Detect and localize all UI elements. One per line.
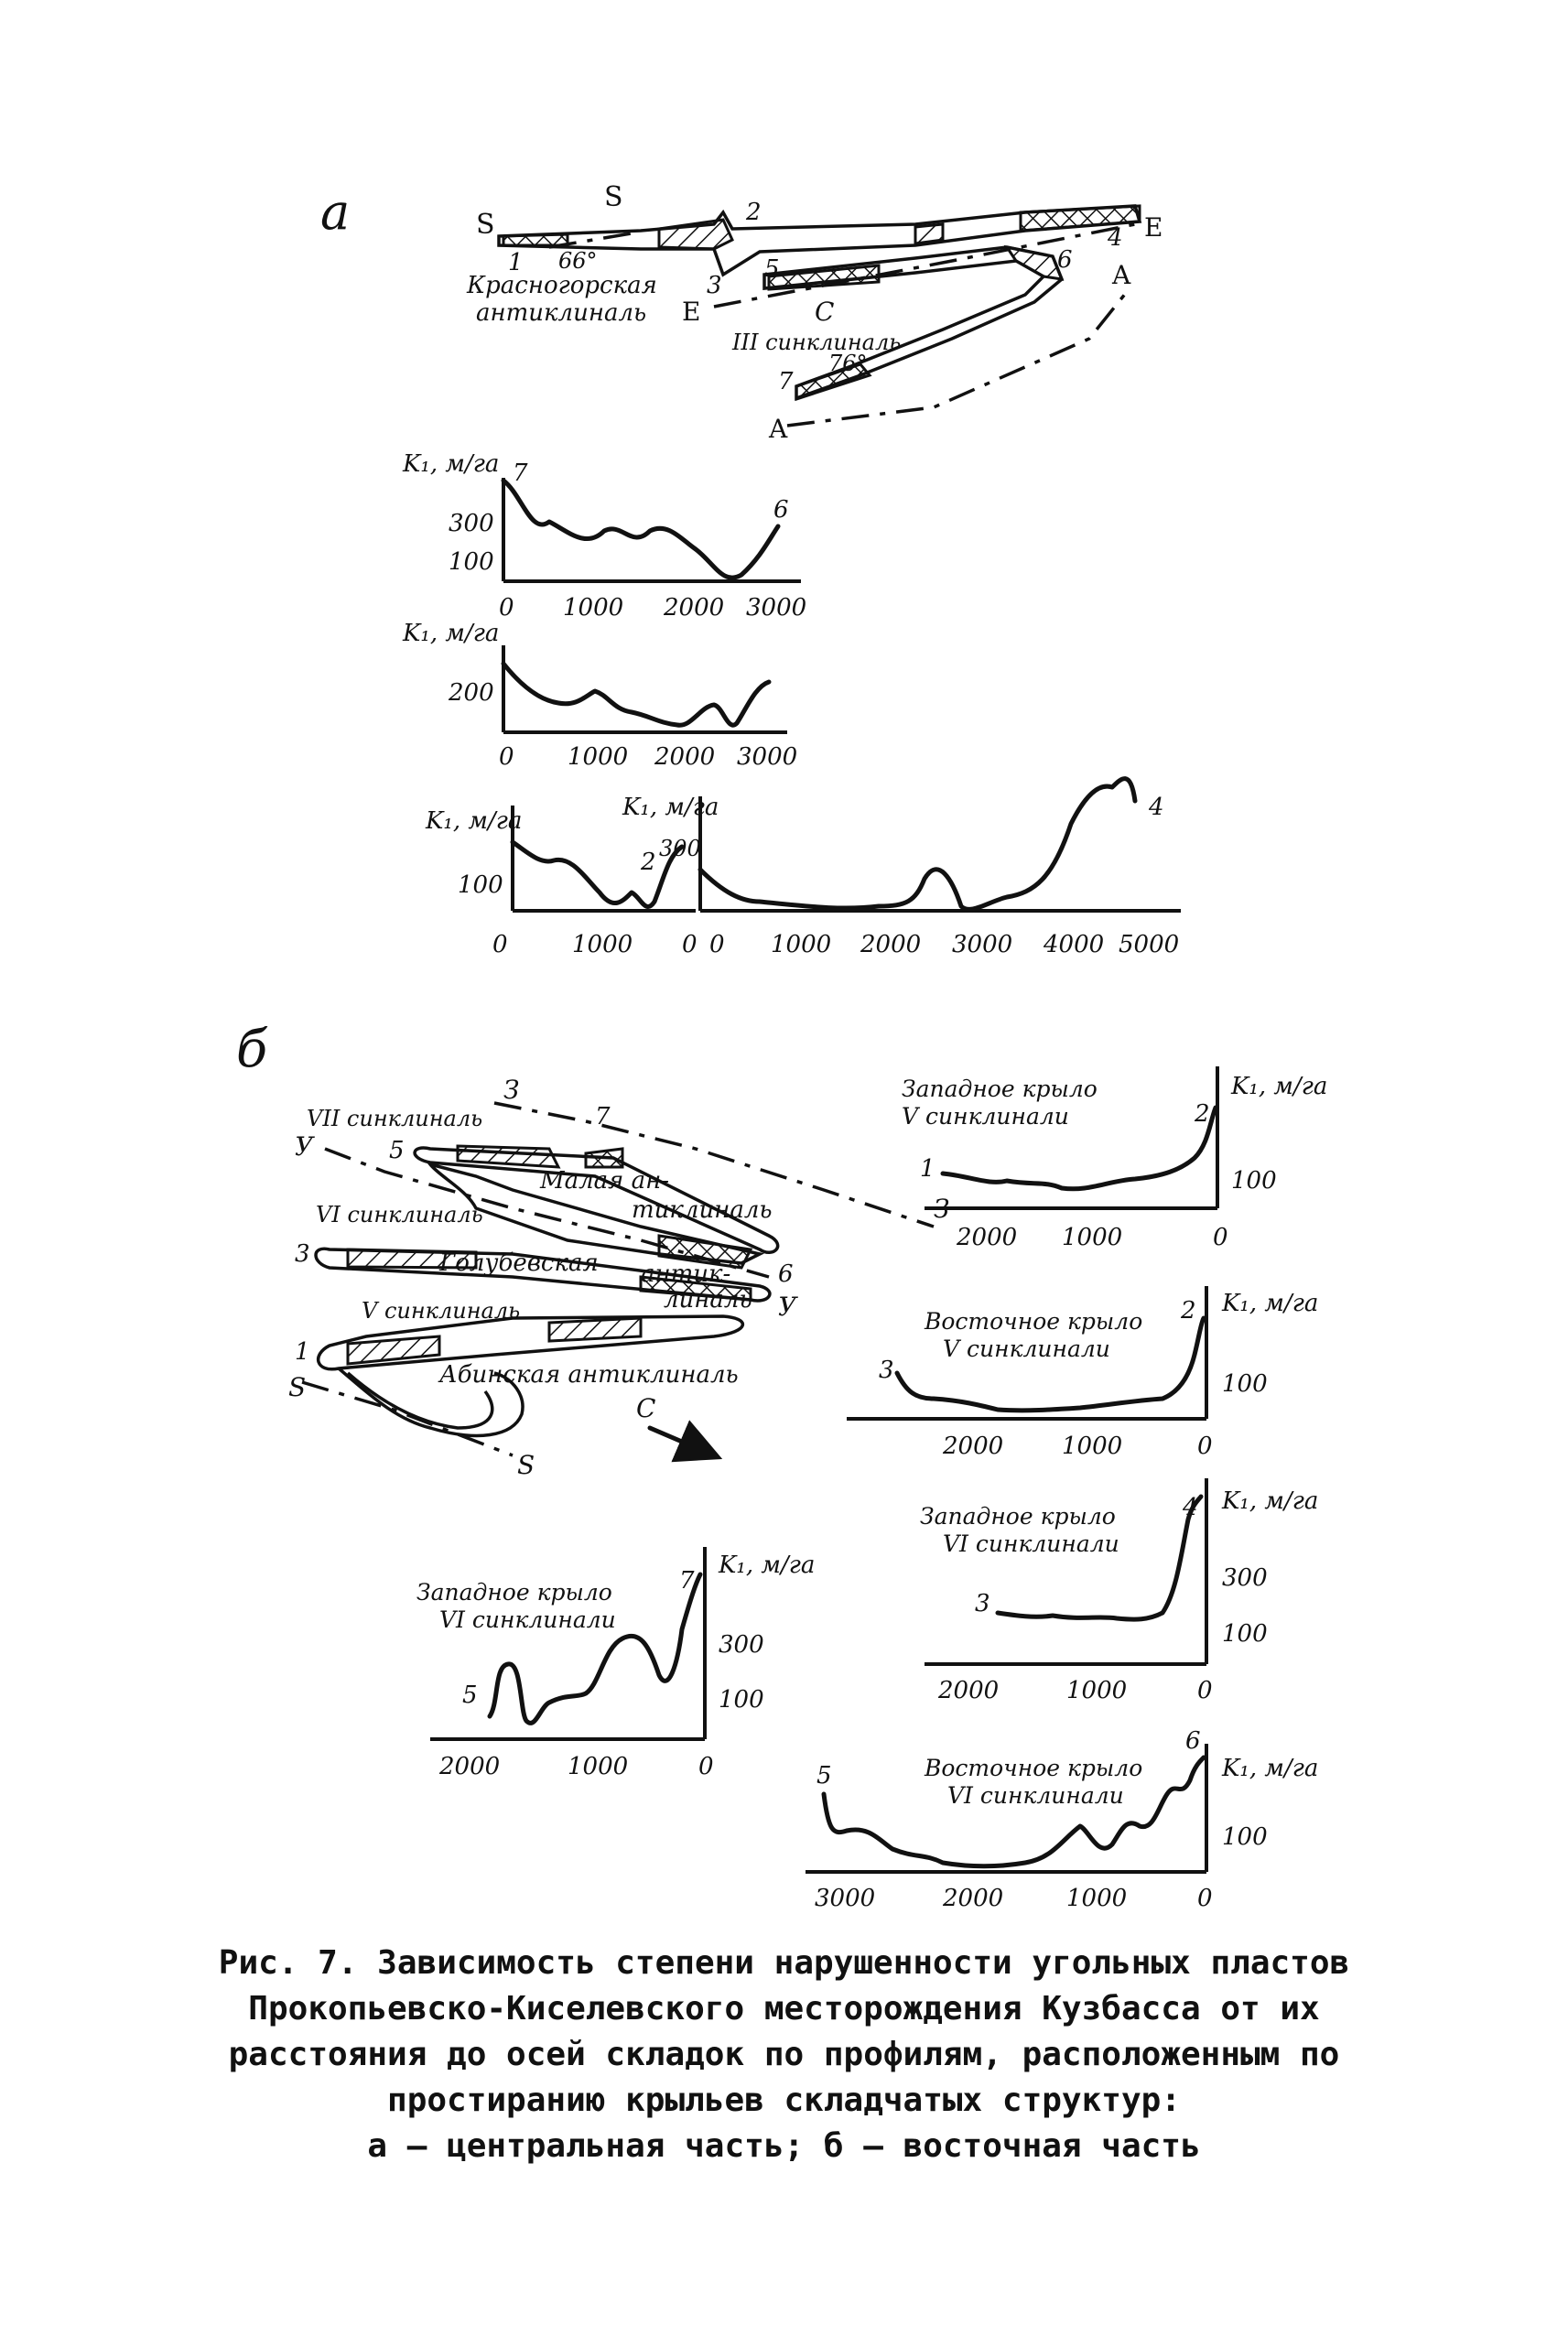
- map-a-angle2: 76°: [828, 351, 868, 376]
- map-b-U-right: У: [778, 1292, 797, 1322]
- chart-b1-end: 2: [1195, 1100, 1210, 1128]
- map-b-C: C: [636, 1393, 656, 1423]
- chart-b3: [920, 1478, 1318, 1704]
- chart-a2-xtick-1: 1000: [568, 743, 629, 771]
- chart-b1-xtick-1: 1000: [1062, 1224, 1123, 1251]
- chart-a2-curve: [503, 664, 769, 725]
- chart-a3-xtick-l2: 0: [682, 931, 697, 958]
- chart-b5-title1: Восточное крыло: [925, 1755, 1143, 1781]
- map-b-Z-top: З: [503, 1075, 520, 1105]
- map-a-hatch-6: [1007, 247, 1062, 279]
- chart-b5: [806, 1727, 1318, 1912]
- chart-b4-ylabel: K₁, м/га: [719, 1552, 816, 1579]
- map-b-malaya-1: Малая ан-: [540, 1167, 670, 1195]
- map-a-A-top: A: [1112, 260, 1131, 290]
- chart-a1-ytick-1: 100: [449, 548, 494, 576]
- chart-a2-xtick-2: 2000: [654, 743, 716, 771]
- map-a-n2: 2: [746, 199, 762, 226]
- chart-a1-start: 7: [513, 460, 528, 487]
- chart-b4-start: 5: [462, 1682, 478, 1709]
- chart-b4-xtick-0: 2000: [439, 1753, 501, 1780]
- map-b-malaya-2: тиклиналь: [632, 1196, 773, 1224]
- chart-a3-xtick-r5: 5000: [1119, 931, 1180, 958]
- chart-a2-xtick-0: 0: [499, 743, 514, 771]
- chart-b5-ylabel: K₁, м/га: [1222, 1755, 1319, 1782]
- map-a-n5: 5: [764, 255, 780, 283]
- map-b-syn5: V синклиналь: [362, 1298, 521, 1324]
- chart-a1-ylabel: K₁, м/га: [403, 450, 500, 478]
- chart-a1-xtick-3: 3000: [746, 594, 807, 622]
- chart-a1-xtick-1: 1000: [563, 594, 624, 622]
- map-a-E-left: E: [682, 297, 701, 327]
- chart-b2-title1: Восточное крыло: [925, 1308, 1143, 1335]
- chart-b2-xtick-2: 0: [1197, 1433, 1213, 1460]
- chart-a3-xtick-r4: 4000: [1044, 931, 1105, 958]
- chart-b2-xtick-1: 1000: [1062, 1433, 1123, 1460]
- chart-b3-ytick-0: 300: [1222, 1564, 1268, 1592]
- chart-b3-start: 3: [975, 1590, 990, 1617]
- map-b-fold-5-hatch-b: [549, 1318, 641, 1341]
- map-a-n4: 4: [1108, 224, 1123, 252]
- chart-b2-end: 2: [1181, 1297, 1196, 1325]
- chart-a1-xtick-2: 2000: [664, 594, 725, 622]
- chart-b5-ytick-0: 100: [1222, 1823, 1268, 1851]
- chart-a2-ylabel: K₁, м/га: [403, 620, 500, 647]
- chart-b3-ylabel: K₁, м/га: [1222, 1487, 1319, 1515]
- map-b-n5: 5: [389, 1137, 405, 1164]
- map-b-S-left: S: [288, 1372, 307, 1402]
- chart-b4-end: 7: [679, 1567, 695, 1595]
- chart-a3-xtick-r3: 3000: [952, 931, 1013, 958]
- map-a-band-lower: [764, 247, 1062, 398]
- map-a-hatch-4: [915, 224, 943, 243]
- caption-line-2: Прокопьевско-Киселевского месторождения Кузбасса от их: [248, 1990, 1320, 2028]
- map-a: [466, 181, 1162, 444]
- panel-a: [320, 181, 1181, 958]
- chart-b2-ylabel: K₁, м/га: [1222, 1290, 1319, 1317]
- panel-b-label: б: [236, 1020, 268, 1079]
- chart-a3-ylabel2: K₁, м/га: [622, 794, 719, 821]
- map-b-U-left: У: [295, 1131, 314, 1162]
- chart-a1-ytick-0: 300: [449, 510, 494, 537]
- map-a-C: C: [815, 297, 835, 327]
- chart-a2: [402, 620, 797, 771]
- chart-b2-start: 3: [879, 1357, 894, 1384]
- chart-b4-title1: Западное крыло: [416, 1579, 612, 1606]
- map-a-hatch-1: [503, 234, 568, 245]
- map-a-angle1: 66°: [558, 248, 598, 274]
- map-b-syn6: VI синклиналь: [316, 1202, 483, 1227]
- chart-a2-ytick-0: 200: [449, 679, 494, 707]
- map-b-arrow-c: [650, 1428, 714, 1455]
- map-b-n1: 1: [295, 1338, 310, 1366]
- chart-a3-ylabel: K₁, м/га: [426, 807, 523, 835]
- map-b-golub-2: антик-: [641, 1260, 731, 1288]
- map-a-S-left: S: [476, 209, 495, 241]
- chart-b3-title2: VI синклинали: [943, 1530, 1119, 1557]
- chart-a3-ytick2: 300: [659, 836, 701, 861]
- chart-b3-title1: Западное крыло: [920, 1503, 1116, 1530]
- map-b-Z-right: З: [934, 1194, 950, 1224]
- map-b-syn7: VII синклиналь: [307, 1106, 483, 1131]
- chart-a3-mark4: 4: [1149, 794, 1164, 821]
- chart-a1: [402, 450, 806, 622]
- chart-a3-xtick-r1: 1000: [771, 931, 832, 958]
- map-b-n6: 6: [778, 1260, 794, 1288]
- chart-b3-end: 4: [1183, 1494, 1198, 1521]
- map-a-syncline: III синклиналь: [732, 330, 902, 355]
- caption-line-5: а – центральная часть; б – восточная часть: [367, 2127, 1201, 2165]
- chart-b5-xtick-3: 0: [1197, 1885, 1213, 1912]
- map-b-n7: 7: [595, 1103, 611, 1130]
- chart-b5-xtick-2: 1000: [1066, 1885, 1128, 1912]
- chart-b5-xtick-0: 3000: [815, 1885, 876, 1912]
- chart-b1-ytick-0: 100: [1231, 1167, 1277, 1195]
- map-a-anticline-1: Красногорская: [467, 272, 657, 299]
- chart-a3-xtick-l0: 0: [492, 931, 508, 958]
- chart-a1-curve: [503, 481, 778, 578]
- chart-a3: [425, 779, 1181, 958]
- chart-b2: [847, 1286, 1318, 1460]
- chart-b1: [902, 1066, 1327, 1251]
- chart-b1-title2: V синклинали: [902, 1103, 1069, 1130]
- map-b-golub-1: Голубевская: [439, 1249, 599, 1277]
- chart-b2-xtick-0: 2000: [943, 1433, 1004, 1460]
- chart-b4-ytick-1: 100: [719, 1686, 764, 1714]
- chart-b4-xtick-1: 1000: [568, 1753, 629, 1780]
- map-b-abinsk: Абинская антиклиналь: [439, 1361, 739, 1389]
- chart-b4: [416, 1547, 815, 1780]
- chart-b1-xtick-2: 0: [1213, 1224, 1228, 1251]
- chart-b2-title2: V синклинали: [943, 1336, 1110, 1362]
- chart-a3-xtick-r2: 2000: [860, 931, 922, 958]
- panel-b: [236, 1020, 1327, 1912]
- chart-a3-curve-right: [700, 779, 1135, 910]
- chart-b1-ylabel: K₁, м/га: [1231, 1073, 1328, 1100]
- caption-line-3: расстояния до осей складок по профилям, расположенным по: [228, 2036, 1340, 2073]
- map-a-S-top: S: [604, 181, 623, 213]
- map-a-A-bottom: A: [769, 414, 788, 444]
- chart-b2-ytick-0: 100: [1222, 1370, 1268, 1398]
- chart-b3-xtick-1: 1000: [1066, 1677, 1128, 1704]
- map-a-n3: 3: [707, 272, 722, 299]
- chart-b3-xtick-0: 2000: [938, 1677, 1000, 1704]
- chart-b5-start: 5: [816, 1762, 832, 1790]
- chart-a1-xtick-0: 0: [499, 594, 514, 622]
- chart-b3-ytick-1: 100: [1222, 1620, 1268, 1648]
- chart-b5-xtick-1: 2000: [943, 1885, 1004, 1912]
- chart-a1-end: 6: [773, 496, 789, 524]
- chart-b1-start: 1: [920, 1155, 935, 1183]
- chart-b1-title1: Западное крыло: [902, 1076, 1098, 1102]
- chart-b3-xtick-2: 0: [1197, 1677, 1213, 1704]
- chart-a3-curve-left: [513, 842, 682, 906]
- map-b-fold-7-hatch: [458, 1146, 558, 1167]
- chart-b5-title2: VI синклинали: [947, 1782, 1124, 1809]
- map-b-golub-3: линаль: [664, 1286, 752, 1314]
- map-b-n3: 3: [295, 1240, 310, 1268]
- panel-a-label: а: [320, 183, 351, 241]
- chart-b1-xtick-0: 2000: [957, 1224, 1018, 1251]
- map-a-anticline-2: антиклиналь: [476, 299, 647, 327]
- chart-a3-xtick-r0: 0: [709, 931, 725, 958]
- map-b-S-right: S: [517, 1450, 535, 1480]
- map-a-E-right: E: [1144, 212, 1163, 243]
- chart-a3-ytick-0: 100: [458, 871, 503, 899]
- chart-b4-ytick-0: 300: [719, 1631, 764, 1659]
- chart-a3-mark2: 2: [641, 849, 656, 876]
- figure-caption: [137, 1941, 1431, 2169]
- map-a-hatch-2: [659, 220, 732, 249]
- caption-line-4: простиранию крыльев складчатых структур:: [387, 2082, 1181, 2119]
- map-a-n6: 6: [1057, 246, 1073, 274]
- chart-a3-xtick-l1: 1000: [572, 931, 633, 958]
- chart-b4-title2: VI синклинали: [439, 1606, 616, 1633]
- chart-b5-end: 6: [1185, 1727, 1201, 1755]
- caption-line-1: Рис. 7. Зависимость степени нарушенности угольных пластов: [218, 1944, 1350, 1982]
- map-b-fold-7-cross: [586, 1149, 622, 1167]
- map-a-n1: 1: [508, 249, 524, 276]
- chart-b4-xtick-2: 0: [698, 1753, 714, 1780]
- chart-a2-xtick-3: 3000: [737, 743, 798, 771]
- map-a-n7: 7: [778, 368, 794, 395]
